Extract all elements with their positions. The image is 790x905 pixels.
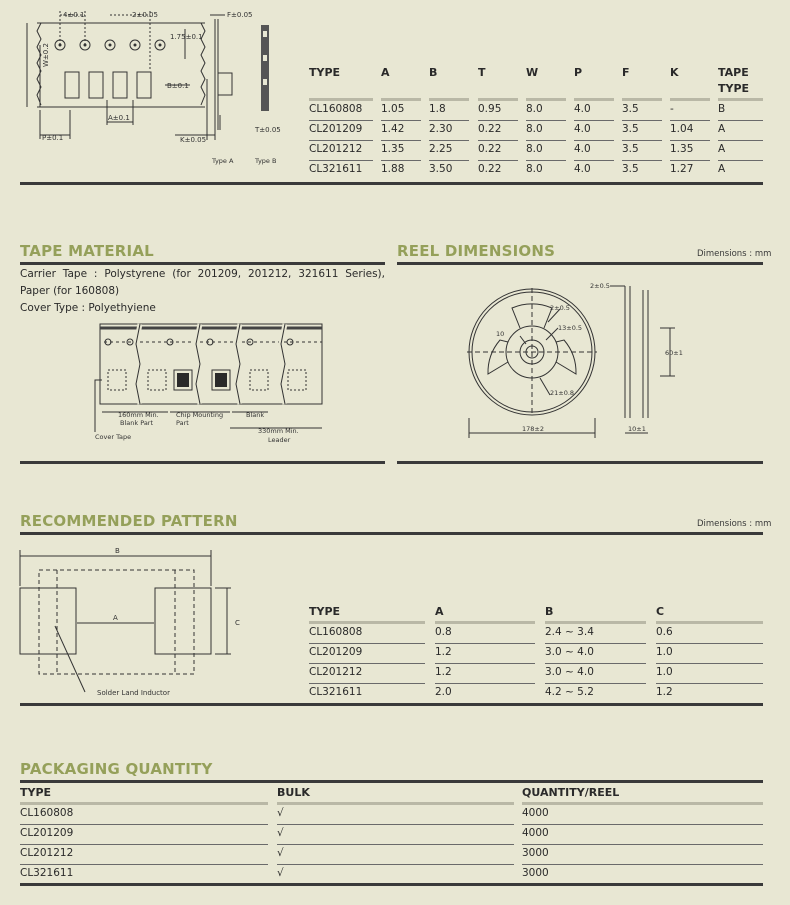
tape-dims-cell: 1.88	[381, 163, 405, 175]
pack-header-qty: QUANTITY/REEL	[522, 786, 620, 799]
reel-top-label: 2±0.5	[590, 282, 610, 290]
pattern-row-divider	[309, 663, 425, 664]
packaging-cell: √	[277, 867, 284, 879]
tape-dims-row-divider	[670, 120, 710, 121]
tape-dims-cell: 1.35	[670, 143, 694, 155]
pattern-row-divider	[435, 663, 535, 664]
dim-label-2: 2±0.05	[132, 11, 158, 19]
pattern-cell: 1.2	[435, 646, 452, 658]
pattern-cell: CL321611	[309, 686, 363, 698]
col-header-t: T	[478, 66, 486, 79]
tape-dims-cell: 1.35	[381, 143, 405, 155]
leader-label: Leader	[268, 436, 291, 444]
tape-dims-row-divider	[309, 160, 373, 161]
pattern-cell: CL201212	[309, 666, 363, 678]
reel-r13-label: 13±0.5	[558, 324, 583, 332]
type-b-label: Type B	[255, 157, 277, 165]
blank-label: Blank	[246, 411, 265, 419]
tape-dims-cell: 4.0	[574, 163, 591, 175]
solder-land-label: Solder Land Inductor	[97, 689, 170, 697]
tape-dims-cell: CL201209	[309, 123, 363, 135]
pattern-header-a: A	[435, 605, 444, 618]
min330-label: 330mm Min.	[258, 427, 299, 435]
packaging-row-divider	[20, 824, 268, 825]
col-header-w: W	[526, 66, 539, 79]
packaging-row-divider	[277, 824, 514, 825]
tape-dims-row-divider	[574, 160, 614, 161]
tape-dims-cell: 1.27	[670, 163, 694, 175]
packaging-cell: CL201209	[20, 827, 74, 839]
tape-dims-row-divider	[381, 160, 421, 161]
pattern-cell: 1.2	[656, 686, 673, 698]
tape-dims-row-divider	[670, 140, 710, 141]
cover-tape-label: Cover Tape	[95, 433, 132, 441]
col-header-b: B	[429, 66, 438, 79]
dim-label-4: 4±0.1	[63, 11, 85, 19]
tape-dims-cell: 1.42	[381, 123, 405, 135]
dim-label-b: B±0.1	[167, 82, 189, 90]
dim-label-a: A±0.1	[108, 114, 130, 122]
tape-dims-row-divider	[478, 160, 518, 161]
tape-dims-cell: 8.0	[526, 123, 543, 135]
part-label: Part	[176, 419, 189, 427]
pattern-row-divider	[656, 663, 763, 664]
reel-dia-label: 178±2	[522, 425, 544, 433]
blank-part-label: Blank Part	[120, 419, 154, 427]
tape-dims-row-divider	[381, 140, 421, 141]
tape-dims-row-divider	[622, 140, 662, 141]
tape-material-drawing	[90, 320, 330, 445]
pattern-cell: 2.0	[435, 686, 452, 698]
pattern-cell: CL160808	[309, 626, 363, 638]
packaging-row-divider	[522, 824, 763, 825]
col-header-k: K	[670, 66, 679, 79]
reel-r21-label: 21±0.8	[550, 389, 575, 397]
tape-dims-row-divider	[429, 160, 469, 161]
tape-dims-cell: 4.0	[574, 103, 591, 115]
pattern-header-b: B	[545, 605, 554, 618]
dim-label-175: 1.75±0.1	[170, 33, 203, 41]
packaging-row-divider	[522, 844, 763, 845]
reel-r2-label: 2±0.5	[550, 304, 570, 312]
tape-dims-row-divider	[429, 140, 469, 141]
pattern-a-label: A	[113, 614, 118, 622]
tape-dims-cell: 3.5	[622, 143, 639, 155]
tape-dims-row-divider	[622, 160, 662, 161]
dim-label-f: F±0.05	[227, 11, 253, 19]
reel-r10-label: 10	[496, 330, 505, 338]
dim-label-t: T±0.05	[255, 126, 281, 134]
pattern-units-note: Dimensions : mm	[697, 519, 772, 529]
pattern-b-label: B	[115, 547, 120, 555]
pattern-header-type: TYPE	[309, 605, 341, 618]
tape-dims-row-divider	[309, 140, 373, 141]
pattern-cell: 1.0	[656, 646, 673, 658]
pattern-row-divider	[309, 643, 425, 644]
tape-dims-cell: A	[718, 123, 726, 135]
packaging-cell: √	[277, 847, 284, 859]
tape-dims-cell: A	[718, 143, 726, 155]
pattern-cell: 0.6	[656, 626, 673, 638]
tape-dims-cell: -	[670, 103, 674, 115]
col-header-tape-type-1: TAPE	[718, 66, 749, 79]
pattern-row-divider	[435, 643, 535, 644]
tape-dims-row-divider	[718, 160, 763, 161]
reel-dimensions-title: REEL DIMENSIONS	[397, 242, 556, 260]
tape-material-title: TAPE MATERIAL	[20, 242, 154, 260]
chip-mounting-label: Chip Mounting	[176, 411, 224, 419]
pattern-cell: 3.0 ~ 4.0	[545, 666, 594, 678]
tape-dims-row-divider	[574, 120, 614, 121]
carrier-tape-text: Carrier Tape : Polystyrene (for 201209, 201212, 321611 Series), Paper (for 160808)	[20, 268, 385, 297]
pattern-header-c: C	[656, 605, 665, 618]
reel-width-label: 10±1	[628, 425, 646, 433]
reel-drawing	[460, 278, 760, 443]
cover-type-text: Cover Type : Polyethyiene	[20, 302, 156, 314]
pattern-row-divider	[545, 683, 646, 684]
tape-dims-cell: 2.25	[429, 143, 453, 155]
col-header-f: F	[622, 66, 630, 79]
tape-dims-row-divider	[718, 120, 763, 121]
reel-units-note: Dimensions : mm	[697, 249, 772, 259]
tape-dims-cell: 1.05	[381, 103, 405, 115]
packaging-row-divider	[277, 864, 514, 865]
pattern-cell: 4.2 ~ 5.2	[545, 686, 594, 698]
pattern-row-divider	[656, 683, 763, 684]
col-header-a: A	[381, 66, 390, 79]
tape-dims-cell: A	[718, 163, 726, 175]
pattern-row-divider	[656, 643, 763, 644]
dim-label-w: W±0.2	[42, 43, 50, 67]
tape-dims-row-divider	[718, 140, 763, 141]
tape-dimension-drawing	[15, 5, 295, 170]
tape-dims-cell: 3.5	[622, 103, 639, 115]
pattern-row-divider	[435, 683, 535, 684]
tape-dims-cell: 3.50	[429, 163, 453, 175]
tape-dims-row-divider	[526, 120, 566, 121]
tape-dims-row-divider	[670, 160, 710, 161]
tape-dims-cell: 2.30	[429, 123, 453, 135]
tape-dims-row-divider	[622, 120, 662, 121]
tape-dims-cell: 0.22	[478, 163, 502, 175]
dim-label-p: P±0.1	[42, 134, 64, 142]
tape-dims-row-divider	[574, 140, 614, 141]
tape-dims-cell: 3.5	[622, 163, 639, 175]
tape-dims-cell: 1.8	[429, 103, 446, 115]
tape-dims-cell: 8.0	[526, 103, 543, 115]
pattern-cell: CL201209	[309, 646, 363, 658]
tape-dims-cell: 8.0	[526, 143, 543, 155]
pattern-cell: 3.0 ~ 4.0	[545, 646, 594, 658]
tape-dims-cell: B	[718, 103, 726, 115]
packaging-row-divider	[20, 844, 268, 845]
pattern-row-divider	[545, 663, 646, 664]
tape-dims-row-divider	[526, 160, 566, 161]
packaging-cell: √	[277, 827, 284, 839]
tape-dims-cell: CL201212	[309, 143, 363, 155]
packaging-quantity-title: PACKAGING QUANTITY	[20, 760, 213, 778]
tape-dims-row-divider	[381, 120, 421, 121]
tape-dims-cell: 0.22	[478, 123, 502, 135]
tape-dims-row-divider	[309, 120, 373, 121]
col-header-p: P	[574, 66, 583, 79]
pattern-cell: 2.4 ~ 3.4	[545, 626, 594, 638]
recommended-pattern-title: RECOMMENDED PATTERN	[20, 512, 238, 530]
packaging-cell: √	[277, 807, 284, 819]
tape-dims-cell: 1.04	[670, 123, 694, 135]
packaging-cell: 4000	[522, 827, 549, 839]
packaging-cell: CL160808	[20, 807, 74, 819]
tape-dims-row-divider	[478, 120, 518, 121]
packaging-cell: 3000	[522, 847, 549, 859]
tape-dims-cell: 0.22	[478, 143, 502, 155]
type-a-label: Type A	[212, 157, 234, 165]
pack-header-type: TYPE	[20, 786, 52, 799]
tape-dims-cell: 0.95	[478, 103, 502, 115]
tape-dims-cell: CL160808	[309, 103, 363, 115]
pattern-cell: 1.2	[435, 666, 452, 678]
pattern-c-label: C	[235, 619, 240, 627]
packaging-cell: 4000	[522, 807, 549, 819]
tape-dims-row-divider	[429, 120, 469, 121]
col-header-tape-type-2: TYPE	[718, 82, 750, 95]
col-header-type: TYPE	[309, 66, 341, 79]
tape-dims-cell: CL321611	[309, 163, 363, 175]
pack-header-bulk: BULK	[277, 786, 310, 799]
tape-dims-row-divider	[526, 140, 566, 141]
min160-label: 160mm Min.	[118, 411, 159, 419]
tape-dims-row-divider	[478, 140, 518, 141]
packaging-row-divider	[20, 864, 268, 865]
pattern-row-divider	[309, 683, 425, 684]
tape-dims-cell: 3.5	[622, 123, 639, 135]
tape-dims-cell: 4.0	[574, 123, 591, 135]
pattern-cell: 1.0	[656, 666, 673, 678]
reel-hub-label: 60±1	[665, 349, 683, 357]
pattern-row-divider	[545, 643, 646, 644]
pattern-cell: 0.8	[435, 626, 452, 638]
packaging-cell: CL321611	[20, 867, 74, 879]
packaging-row-divider	[277, 844, 514, 845]
packaging-cell: CL201212	[20, 847, 74, 859]
packaging-cell: 3000	[522, 867, 549, 879]
tape-dims-cell: 4.0	[574, 143, 591, 155]
packaging-row-divider	[522, 864, 763, 865]
pattern-drawing	[15, 540, 250, 700]
dim-label-k: K±0.05	[180, 136, 207, 144]
tape-dims-cell: 8.0	[526, 163, 543, 175]
